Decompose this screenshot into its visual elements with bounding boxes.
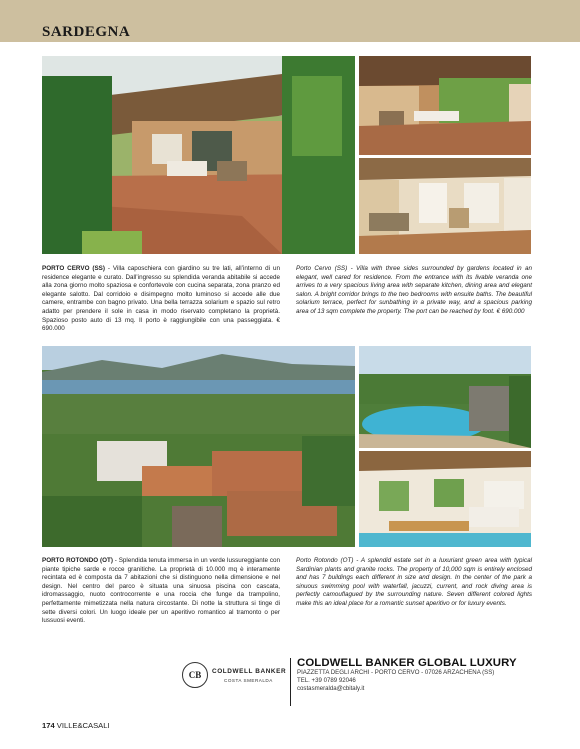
coldwell-banker-logo-icon: CB [182, 662, 208, 688]
listing-porto-rotondo-italian [42, 557, 280, 626]
listing-porto-cervo-title: PORTO CERVO (SS) [42, 265, 105, 272]
listing-porto-rotondo-body-it: - Splendida tenuta immersa in un verde lussureggiante con piante tipiche sarde e rocce granitiche. La proprietà di 10.000 mq è interamente recintata ed è composta da 7 abitazioni che si distinguono nella dimensione e nel design. Nel centro del parco è situata una sinuosa piscina con cascata, idromassaggio, nuoto controcorrente e una roccia che funge da trampolino, perfettamente mimetizzata nella natura circostante. Di notte la struttura si tinge di sette diversi colori. Un luogo ideale per un aperitivo romantico al tramonto o per lussuosi eventi. [42, 557, 280, 625]
agency-logo [182, 660, 288, 700]
listing-porto-rotondo-body-en: Porto Rotondo (OT) - A splendid estate set in a luxuriant green area with typical Sardinian plants and granite rocks. The property of 10,000 sqm is entirely enclosed and has 7 buildings each different in size and design. In the center of the park a sinuous swimming pool with waterfall, jacuzzi, current, and rock diving area is perfectly camouflagued by the surrounding nature. Seven different colored lights make this an ideal place for a romantic sunset aperitivo or for luxury events. [296, 557, 532, 607]
section-title: SARDEGNA [42, 24, 131, 40]
photo-kitchen-dining [359, 451, 531, 547]
listing-porto-cervo-body-en: Porto Cervo (SS) - Villa with three sides surrounded by gardens located in an elegant, well cared for residence. From the entrance with its livable veranda one arrives to a very spacious living area with separate kitchen, dining area and elegant salon. A bright corridor brings to the two bedrooms with ensuite baths. The beautiful solarium terrace, perfect for sunbathing in a private way, and a spacious parking area of 13 sqm complete the property. The port can be reached by foot. € 690.000 [296, 265, 532, 315]
page-footer [42, 721, 110, 730]
photo-living-room [359, 158, 531, 254]
page-number: 174 [42, 721, 55, 730]
agency-address: PIAZZETTA DEGLI ARCHI - PORTO CERVO - 07026 ARZACHENA (SS) [297, 669, 495, 676]
agency-email[interactable]: costasmeralda@cbitaly.it [297, 685, 365, 692]
agency-contact [297, 657, 517, 693]
agency-logo-subtitle: COSTA SMERALDA [224, 678, 273, 683]
photo-terrace-dining [359, 56, 531, 155]
agency-phone: TEL. +39 0789 92046 [297, 677, 356, 684]
listing-porto-cervo-italian [42, 265, 280, 334]
listing-porto-cervo-body-it: - Villa caposchiera con giardino su tre lati, all’interno di un residence elegante e curato. Dall’ingresso su splendida veranda abitabile si accede alla zona giorno molto spaziosa e confortevole con cucina separata, zona pranzo ed elegante salotto. Dal corridoio e disimpegno molto luminoso si accede alle due camere, entrambe con bagno privato. Una bella terrazza solarium e spazio sul retro adatto per prendere il sole in casa in modo riservato completano la proprietà. Spazioso posto auto di 13 mq. Il porto è raggiungibile con una passeggiata. € 690.000 [42, 265, 280, 333]
magazine-name: VILLE&CASALI [56, 721, 110, 730]
agency-logo-name: COLDWELL BANKER [212, 668, 287, 675]
agency-name: COLDWELL BANKER GLOBAL LUXURY [297, 657, 517, 669]
photo-swimming-pool [359, 346, 531, 448]
listing-porto-rotondo-english [296, 557, 532, 609]
listing-porto-rotondo-title: PORTO ROTONDO (OT) [42, 557, 113, 564]
photo-veranda-garden [42, 56, 355, 254]
photo-estate-aerial [42, 346, 355, 547]
agency-divider [290, 658, 291, 706]
section-header-band [0, 0, 580, 42]
listing-porto-cervo-english [296, 265, 532, 317]
